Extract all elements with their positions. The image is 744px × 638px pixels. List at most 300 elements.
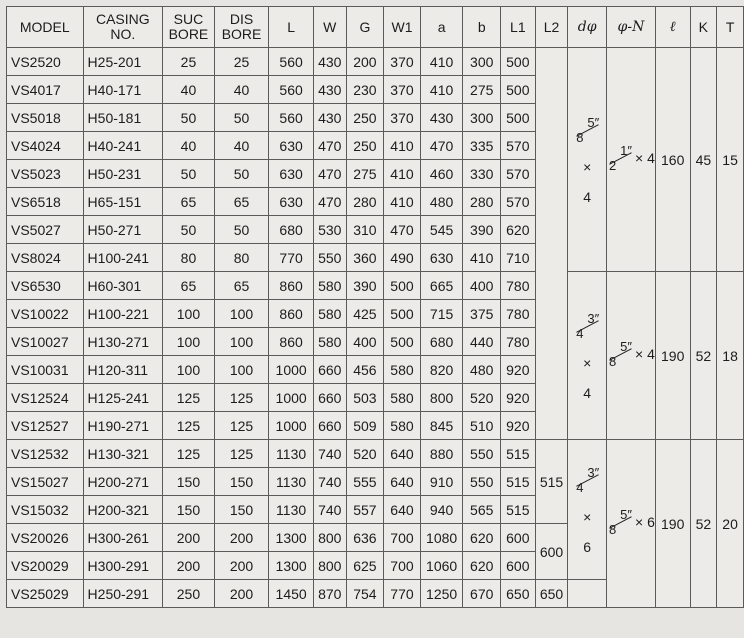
cell-G: 230 — [346, 76, 384, 104]
cell-G: 280 — [346, 188, 384, 216]
dphi-cell — [568, 272, 607, 440]
cell-a: 410 — [420, 48, 463, 76]
cell-a: 680 — [420, 328, 463, 356]
cell-L: 1450 — [269, 580, 314, 608]
cell-model: VS20026 — [7, 524, 84, 552]
cell-dis-bore: 80 — [214, 244, 269, 272]
cell-G: 557 — [346, 496, 384, 524]
cell-L: 860 — [269, 300, 314, 328]
cell-W1: 500 — [384, 300, 421, 328]
cell-W1: 370 — [384, 76, 421, 104]
cell-L: 560 — [269, 76, 314, 104]
cell-L1: 600 — [501, 524, 536, 552]
cell-W1: 640 — [384, 440, 421, 468]
cell-model: VS6518 — [7, 188, 84, 216]
cell-L: 630 — [269, 132, 314, 160]
cell-b: 480 — [463, 356, 501, 384]
cell-W1: 410 — [384, 160, 421, 188]
cell-L2: 515 — [535, 440, 568, 524]
cell-casing: H250-291 — [83, 580, 163, 608]
cell-casing: H125-241 — [83, 384, 163, 412]
cell-suc-bore: 25 — [163, 48, 215, 76]
fraction-denominator: 8 — [576, 129, 584, 145]
cell-b: 300 — [463, 48, 501, 76]
cell-W: 870 — [313, 580, 346, 608]
bolt-count: 4 — [583, 188, 592, 205]
fraction — [607, 507, 633, 537]
cell-dis-bore: 200 — [214, 580, 269, 608]
cell-b: 440 — [463, 328, 501, 356]
cell-model: VS12524 — [7, 384, 84, 412]
phi-n-cell — [607, 440, 656, 608]
cell-G: 360 — [346, 244, 384, 272]
table-row — [7, 440, 744, 468]
cell-a: 1250 — [420, 580, 463, 608]
suc-line1: SUC — [173, 11, 204, 27]
cell-b: 300 — [463, 104, 501, 132]
cell-L1: 920 — [501, 356, 536, 384]
cell-a: 410 — [420, 76, 463, 104]
cell-a: 470 — [420, 132, 463, 160]
cell-b: 565 — [463, 496, 501, 524]
cell-W1: 410 — [384, 188, 421, 216]
cell-G: 625 — [346, 552, 384, 580]
cell-L: 1300 — [269, 524, 314, 552]
cell-L2-empty — [535, 48, 568, 440]
cell-dis-bore: 100 — [214, 300, 269, 328]
col-ell — [655, 7, 690, 48]
phi-n-cell — [607, 48, 656, 272]
cell-W: 470 — [313, 160, 346, 188]
cell-dis-bore: 50 — [214, 104, 269, 132]
cell-b: 410 — [463, 244, 501, 272]
ell-label: ℓ — [669, 19, 676, 35]
cell-dis-bore: 100 — [214, 356, 269, 384]
cell-G: 250 — [346, 132, 384, 160]
cell-L1: 570 — [501, 132, 536, 160]
cell-L: 630 — [269, 160, 314, 188]
fraction-denominator: 4 — [576, 325, 584, 341]
cell-b: 390 — [463, 216, 501, 244]
cell-L: 630 — [269, 188, 314, 216]
cell-W1: 580 — [384, 384, 421, 412]
cell-K: 52 — [690, 440, 717, 608]
cell-b: 400 — [463, 272, 501, 300]
cell-W1: 370 — [384, 48, 421, 76]
cell-T: 18 — [717, 272, 744, 440]
cell-W: 430 — [313, 76, 346, 104]
cell-W: 430 — [313, 104, 346, 132]
table-header — [7, 7, 744, 48]
cell-b: 375 — [463, 300, 501, 328]
cell-L1: 780 — [501, 272, 536, 300]
cell-L1: 515 — [501, 440, 536, 468]
cell-b: 275 — [463, 76, 501, 104]
times-sign: × — [583, 354, 592, 371]
phi-n-label: φ-N — [617, 19, 645, 35]
cell-L1: 500 — [501, 48, 536, 76]
cell-casing: H300-261 — [83, 524, 163, 552]
cell-casing: H200-321 — [83, 496, 163, 524]
cell-casing: H25-201 — [83, 48, 163, 76]
cell-dis-bore: 200 — [214, 524, 269, 552]
bolt-count: 6 — [583, 538, 592, 555]
cell-casing: H50-271 — [83, 216, 163, 244]
cell-G: 275 — [346, 160, 384, 188]
cell-model: VS4024 — [7, 132, 84, 160]
cell-dis-bore: 65 — [214, 188, 269, 216]
cell-W: 800 — [313, 552, 346, 580]
cell-dphi-empty — [568, 580, 607, 608]
cell-b: 280 — [463, 188, 501, 216]
cell-model: VS2520 — [7, 48, 84, 76]
cell-G: 310 — [346, 216, 384, 244]
cell-b: 330 — [463, 160, 501, 188]
cell-L: 860 — [269, 272, 314, 300]
cell-dis-bore: 40 — [214, 132, 269, 160]
cell-b: 550 — [463, 440, 501, 468]
cell-L: 560 — [269, 48, 314, 76]
fraction-numerator: 5″ — [620, 507, 632, 522]
times-sign: × — [583, 158, 592, 175]
cell-a: 1080 — [420, 524, 463, 552]
cell-W1: 580 — [384, 412, 421, 440]
col-L2: L2 — [535, 7, 568, 48]
cell-suc-bore: 40 — [163, 132, 215, 160]
cell-dis-bore: 50 — [214, 160, 269, 188]
dis-line2: BORE — [221, 26, 262, 42]
col-W: W — [313, 7, 346, 48]
cell-W1: 490 — [384, 244, 421, 272]
col-W1: W1 — [384, 7, 421, 48]
cell-L1: 920 — [501, 384, 536, 412]
cell-G: 509 — [346, 412, 384, 440]
cell-a: 715 — [420, 300, 463, 328]
cell-L2: 600 — [535, 524, 568, 580]
cell-a: 845 — [420, 412, 463, 440]
cell-dis-bore: 125 — [214, 412, 269, 440]
cell-L1: 650 — [501, 580, 536, 608]
dphi-stack — [568, 115, 606, 205]
table-body — [7, 48, 744, 608]
col-suc-bore — [163, 7, 215, 48]
cell-model: VS15032 — [7, 496, 84, 524]
cell-casing: H100-241 — [83, 244, 163, 272]
phi-n-multiplier: × 4 — [635, 150, 655, 166]
col-T: T — [717, 7, 744, 48]
times-sign: × — [583, 508, 592, 525]
cell-model: VS15027 — [7, 468, 84, 496]
cell-G: 636 — [346, 524, 384, 552]
casing-line1: CASING — [95, 11, 150, 27]
cell-suc-bore: 150 — [163, 496, 215, 524]
cell-L1: 780 — [501, 328, 536, 356]
cell-suc-bore: 125 — [163, 440, 215, 468]
cell-W1: 640 — [384, 496, 421, 524]
cell-b: 620 — [463, 524, 501, 552]
cell-b: 620 — [463, 552, 501, 580]
cell-casing: H65-151 — [83, 188, 163, 216]
cell-ell: 160 — [655, 48, 690, 272]
dphi-stack — [568, 311, 606, 401]
fraction-numerator: 5″ — [620, 339, 632, 354]
cell-L: 1130 — [269, 496, 314, 524]
cell-W: 470 — [313, 132, 346, 160]
cell-G: 250 — [346, 104, 384, 132]
cell-W: 550 — [313, 244, 346, 272]
cell-dis-bore: 150 — [214, 468, 269, 496]
cell-L1: 570 — [501, 188, 536, 216]
cell-W1: 580 — [384, 356, 421, 384]
dphi-cell — [568, 48, 607, 272]
fraction — [574, 311, 600, 341]
cell-W1: 640 — [384, 468, 421, 496]
cell-W1: 700 — [384, 524, 421, 552]
cell-L: 770 — [269, 244, 314, 272]
cell-dis-bore: 125 — [214, 384, 269, 412]
cell-L1: 780 — [501, 300, 536, 328]
cell-b: 520 — [463, 384, 501, 412]
cell-a: 910 — [420, 468, 463, 496]
cell-casing: H190-271 — [83, 412, 163, 440]
fraction-denominator: 8 — [609, 522, 617, 537]
cell-a: 480 — [420, 188, 463, 216]
cell-casing: H120-311 — [83, 356, 163, 384]
phi-n-multiplier: × 6 — [635, 514, 655, 530]
cell-suc-bore: 200 — [163, 552, 215, 580]
col-a: a — [420, 7, 463, 48]
cell-L1: 500 — [501, 104, 536, 132]
suc-line2: BORE — [168, 26, 209, 42]
cell-W: 580 — [313, 300, 346, 328]
cell-W: 580 — [313, 272, 346, 300]
cell-L1: 515 — [501, 496, 536, 524]
cell-G: 390 — [346, 272, 384, 300]
cell-model: VS10031 — [7, 356, 84, 384]
cell-model: VS12532 — [7, 440, 84, 468]
cell-a: 940 — [420, 496, 463, 524]
cell-b: 510 — [463, 412, 501, 440]
dis-line1: DIS — [229, 11, 254, 27]
cell-casing: H100-221 — [83, 300, 163, 328]
fraction — [607, 339, 633, 369]
cell-dis-bore: 40 — [214, 76, 269, 104]
cell-W: 800 — [313, 524, 346, 552]
phi-n-value — [607, 143, 655, 173]
cell-W1: 500 — [384, 328, 421, 356]
cell-G: 555 — [346, 468, 384, 496]
cell-casing: H50-231 — [83, 160, 163, 188]
cell-T: 15 — [717, 48, 744, 272]
table-row — [7, 272, 744, 300]
col-model: MODEL — [7, 7, 84, 48]
cell-dis-bore: 50 — [214, 216, 269, 244]
fraction-denominator: 4 — [576, 479, 584, 495]
cell-G: 200 — [346, 48, 384, 76]
cell-casing: H300-291 — [83, 552, 163, 580]
cell-W: 660 — [313, 412, 346, 440]
cell-L: 560 — [269, 104, 314, 132]
cell-casing: H50-181 — [83, 104, 163, 132]
cell-W1: 370 — [384, 104, 421, 132]
bolt-count: 4 — [583, 384, 592, 401]
cell-L: 860 — [269, 328, 314, 356]
cell-model: VS25029 — [7, 580, 84, 608]
cell-W: 740 — [313, 440, 346, 468]
cell-G: 456 — [346, 356, 384, 384]
cell-suc-bore: 40 — [163, 76, 215, 104]
table-row — [7, 48, 744, 76]
cell-L1: 920 — [501, 412, 536, 440]
cell-suc-bore: 65 — [163, 272, 215, 300]
cell-a: 430 — [420, 104, 463, 132]
cell-suc-bore: 125 — [163, 384, 215, 412]
fraction — [574, 115, 600, 145]
cell-L: 1130 — [269, 440, 314, 468]
cell-T: 20 — [717, 440, 744, 608]
cell-casing: H60-301 — [83, 272, 163, 300]
cell-suc-bore: 200 — [163, 524, 215, 552]
cell-casing: H40-241 — [83, 132, 163, 160]
cell-dis-bore: 125 — [214, 440, 269, 468]
cell-L: 1000 — [269, 412, 314, 440]
col-dis-bore — [214, 7, 269, 48]
col-L1: L1 — [501, 7, 536, 48]
cell-ell: 190 — [655, 440, 690, 608]
col-b: b — [463, 7, 501, 48]
cell-W1: 470 — [384, 216, 421, 244]
cell-suc-bore: 50 — [163, 160, 215, 188]
cell-dis-bore: 65 — [214, 272, 269, 300]
cell-G: 754 — [346, 580, 384, 608]
cell-L: 1000 — [269, 384, 314, 412]
fraction-denominator: 2 — [609, 158, 617, 173]
cell-model: VS5027 — [7, 216, 84, 244]
cell-W: 660 — [313, 384, 346, 412]
pump-dimension-table — [6, 6, 744, 608]
cell-b: 550 — [463, 468, 501, 496]
col-dphi — [568, 7, 607, 48]
cell-model: VS8024 — [7, 244, 84, 272]
col-K: K — [690, 7, 717, 48]
phi-n-multiplier: × 4 — [635, 346, 655, 362]
phi-n-cell — [607, 272, 656, 440]
cell-suc-bore: 250 — [163, 580, 215, 608]
cell-model: VS4017 — [7, 76, 84, 104]
cell-model: VS20029 — [7, 552, 84, 580]
cell-casing: H130-321 — [83, 440, 163, 468]
cell-L: 1300 — [269, 552, 314, 580]
cell-a: 1060 — [420, 552, 463, 580]
cell-L: 680 — [269, 216, 314, 244]
cell-L: 1130 — [269, 468, 314, 496]
cell-b: 670 — [463, 580, 501, 608]
cell-a: 545 — [420, 216, 463, 244]
cell-G: 503 — [346, 384, 384, 412]
cell-a: 800 — [420, 384, 463, 412]
dphi-stack — [568, 465, 606, 555]
cell-ell: 190 — [655, 272, 690, 440]
col-G: G — [346, 7, 384, 48]
cell-model: VS5018 — [7, 104, 84, 132]
cell-W: 660 — [313, 356, 346, 384]
cell-W1: 410 — [384, 132, 421, 160]
cell-casing: H40-171 — [83, 76, 163, 104]
cell-W: 530 — [313, 216, 346, 244]
casing-line2: NO. — [110, 26, 136, 42]
fraction-numerator: 1″ — [620, 143, 632, 158]
cell-a: 665 — [420, 272, 463, 300]
cell-suc-bore: 100 — [163, 328, 215, 356]
cell-W: 470 — [313, 188, 346, 216]
cell-G: 400 — [346, 328, 384, 356]
cell-dis-bore: 200 — [214, 552, 269, 580]
cell-L2: 650 — [535, 580, 568, 608]
phi-n-value — [607, 507, 655, 537]
cell-casing: H130-271 — [83, 328, 163, 356]
cell-K: 45 — [690, 48, 717, 272]
cell-dis-bore: 150 — [214, 496, 269, 524]
cell-a: 820 — [420, 356, 463, 384]
cell-suc-bore: 65 — [163, 188, 215, 216]
cell-W: 580 — [313, 328, 346, 356]
fraction — [574, 465, 600, 495]
cell-model: VS5023 — [7, 160, 84, 188]
cell-W1: 700 — [384, 552, 421, 580]
fraction-denominator: 8 — [609, 354, 617, 369]
cell-model: VS10027 — [7, 328, 84, 356]
col-phi-n — [607, 7, 656, 48]
cell-a: 880 — [420, 440, 463, 468]
cell-b: 335 — [463, 132, 501, 160]
cell-L1: 500 — [501, 76, 536, 104]
cell-a: 460 — [420, 160, 463, 188]
cell-L1: 710 — [501, 244, 536, 272]
cell-model: VS6530 — [7, 272, 84, 300]
cell-W: 740 — [313, 468, 346, 496]
phi-n-value — [607, 339, 655, 369]
fraction-numerator: 5″ — [587, 114, 600, 130]
cell-W: 430 — [313, 48, 346, 76]
cell-dis-bore: 25 — [214, 48, 269, 76]
cell-L1: 570 — [501, 160, 536, 188]
fraction — [607, 143, 633, 173]
cell-L: 1000 — [269, 356, 314, 384]
cell-G: 425 — [346, 300, 384, 328]
cell-suc-bore: 100 — [163, 300, 215, 328]
dphi-cell — [568, 440, 607, 580]
cell-suc-bore: 80 — [163, 244, 215, 272]
cell-W1: 770 — [384, 580, 421, 608]
col-casing — [83, 7, 163, 48]
cell-suc-bore: 50 — [163, 104, 215, 132]
fraction-numerator: 3″ — [587, 310, 600, 326]
dphi-label: dφ — [577, 19, 597, 35]
cell-model: VS10022 — [7, 300, 84, 328]
cell-W1: 500 — [384, 272, 421, 300]
cell-suc-bore: 125 — [163, 412, 215, 440]
cell-G: 520 — [346, 440, 384, 468]
cell-a: 630 — [420, 244, 463, 272]
cell-dis-bore: 100 — [214, 328, 269, 356]
cell-casing: H200-271 — [83, 468, 163, 496]
fraction-numerator: 3″ — [587, 464, 600, 480]
cell-K: 52 — [690, 272, 717, 440]
cell-suc-bore: 50 — [163, 216, 215, 244]
cell-L1: 600 — [501, 552, 536, 580]
cell-suc-bore: 150 — [163, 468, 215, 496]
cell-L1: 515 — [501, 468, 536, 496]
